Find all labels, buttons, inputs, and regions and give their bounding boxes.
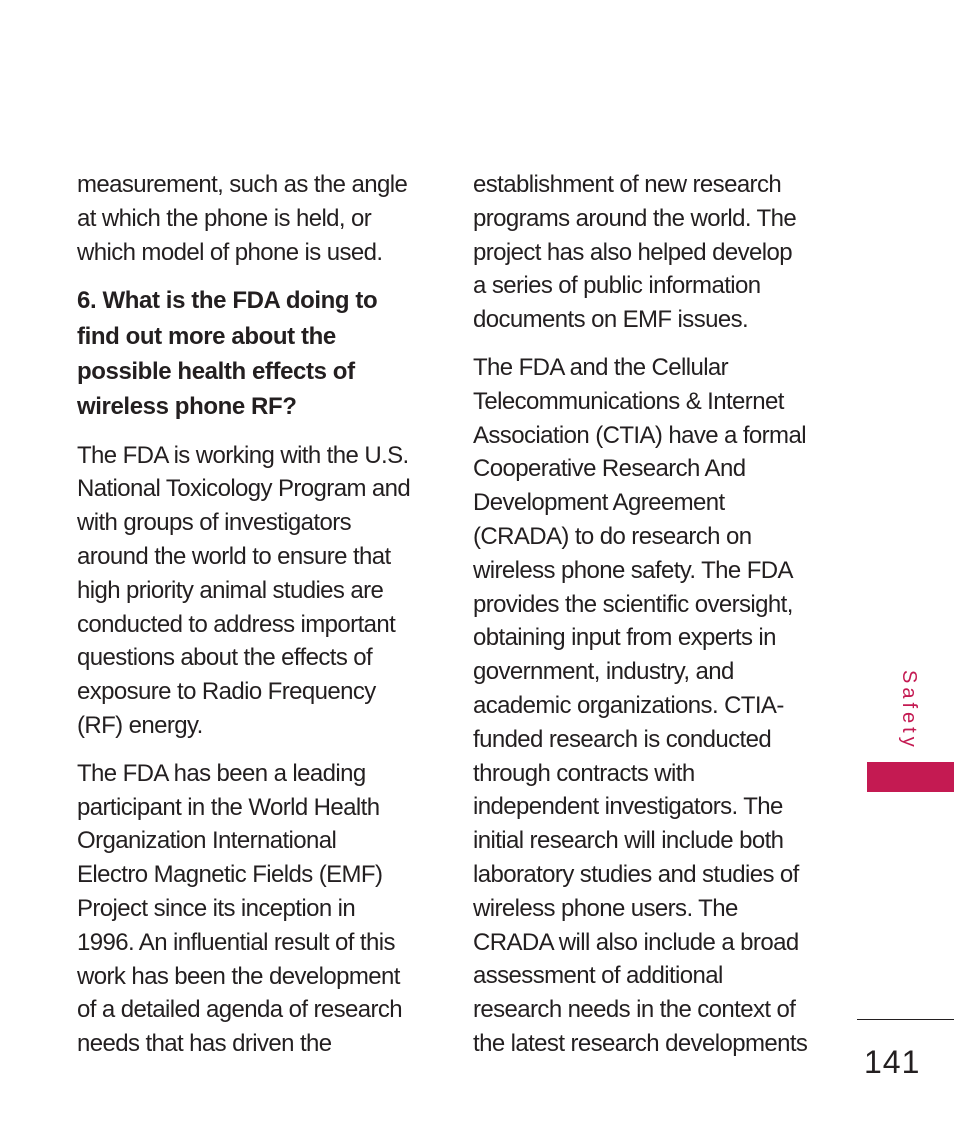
- text-line: wireless phone users. The: [473, 894, 738, 922]
- text-line: Association (CTIA) have a formal: [473, 421, 806, 449]
- heading-line: wireless phone RF?: [77, 393, 297, 421]
- text-line: participant in the World Health: [77, 793, 380, 821]
- text-line: Cooperative Research And: [473, 455, 746, 483]
- text-line: research needs in the context of: [473, 996, 796, 1024]
- text-line: documents on EMF issues.: [473, 306, 749, 334]
- text-line: wireless phone safety. The FDA: [473, 556, 793, 584]
- section-label: Safety: [898, 670, 920, 751]
- text-line: Electro Magnetic Fields (EMF): [77, 861, 383, 889]
- text-line: funded research is conducted: [473, 725, 772, 753]
- text-line: with groups of investigators: [77, 509, 352, 537]
- paragraph-fda-working: [77, 439, 427, 743]
- text-line: (RF) energy.: [77, 711, 203, 739]
- text-line: academic organizations. CTIA-: [473, 691, 784, 719]
- text-line: The FDA has been a leading: [77, 759, 366, 787]
- text-line: government, industry, and: [473, 658, 734, 686]
- page-number: 141: [864, 1044, 921, 1080]
- spacer: [77, 269, 427, 283]
- text-line: needs that has driven the: [77, 1030, 332, 1058]
- text-line: Development Agreement: [473, 489, 725, 517]
- text-line: assessment of additional: [473, 962, 723, 990]
- text-line: initial research will include both: [473, 827, 784, 855]
- spacer: [77, 743, 427, 757]
- text-line: CRADA will also include a broad: [473, 928, 799, 956]
- text-line: establishment of new research: [473, 171, 782, 198]
- right-column: [473, 168, 823, 1061]
- paragraph-fda-leading: [77, 757, 427, 1061]
- text-line: 1996. An influential result of this: [77, 928, 395, 956]
- section-tab-marker: [867, 762, 954, 792]
- paragraph-measurement: [77, 168, 427, 269]
- text-line: (CRADA) to do research on: [473, 522, 752, 550]
- page-number-divider: [857, 1019, 954, 1020]
- heading-line: possible health effects of: [77, 357, 355, 385]
- text-line: provides the scientific oversight,: [473, 590, 793, 618]
- text-line: high priority animal studies are: [77, 576, 384, 604]
- text-line: The FDA is working with the U.S.: [77, 441, 409, 469]
- text-line: of a detailed agenda of research: [77, 996, 403, 1024]
- text-line: at which the phone is held, or: [77, 204, 372, 232]
- question-heading: [77, 283, 427, 424]
- left-column: [77, 168, 427, 1061]
- text-line: around the world to ensure that: [77, 542, 391, 570]
- heading-line: 6. What is the FDA doing to: [77, 287, 378, 315]
- text-line: The FDA and the Cellular: [473, 353, 729, 381]
- text-line: Telecommunications & Internet: [473, 387, 784, 415]
- text-line: project has also helped develop: [473, 238, 792, 266]
- text-line: laboratory studies and studies of: [473, 860, 799, 888]
- text-line: which model of phone is used.: [77, 238, 383, 266]
- text-line: obtaining input from experts in: [473, 624, 776, 652]
- text-line: programs around the world. The: [473, 204, 797, 232]
- text-line: exposure to Radio Frequency: [77, 678, 376, 706]
- text-line: National Toxicology Program and: [77, 475, 411, 503]
- text-line: questions about the effects of: [77, 644, 373, 672]
- text-line: conducted to address important: [77, 610, 396, 638]
- text-line: a series of public information: [473, 272, 761, 300]
- text-line: Project since its inception in: [77, 894, 356, 922]
- paragraph-crada: [473, 351, 823, 1061]
- text-line: measurement, such as the angle: [77, 171, 408, 198]
- text-line: through contracts with: [473, 759, 695, 787]
- text-line: independent investigators. The: [473, 793, 783, 821]
- text-line: the latest research developments: [473, 1029, 808, 1057]
- heading-line: find out more about the: [77, 322, 336, 350]
- spacer: [77, 425, 427, 439]
- paragraph-establishment: [473, 168, 823, 337]
- text-line: work has been the development: [77, 962, 400, 990]
- spacer: [473, 337, 823, 351]
- text-line: Organization International: [77, 827, 337, 855]
